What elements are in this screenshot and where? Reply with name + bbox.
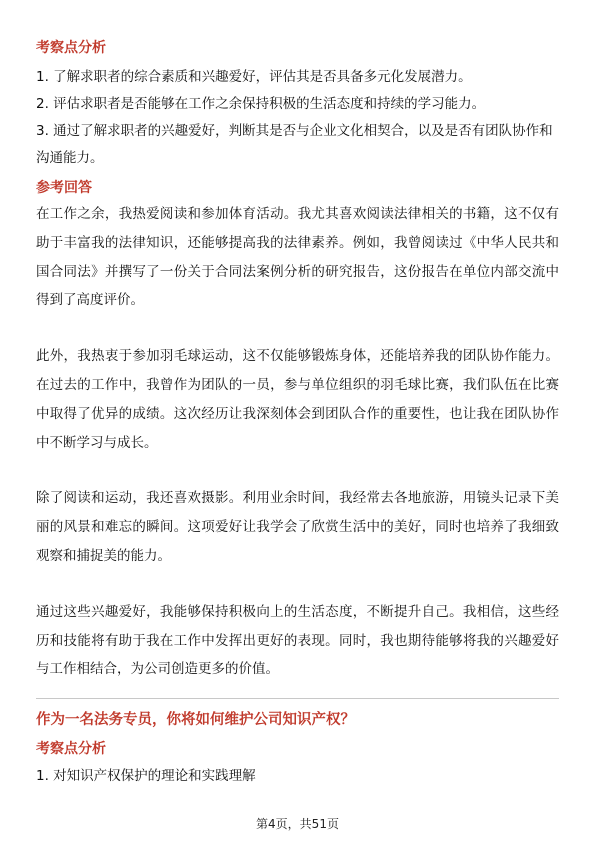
analysis-point: 2. 评估求职者是否能够在工作之余保持积极的生活态度和持续的学习能力。 <box>36 96 486 112</box>
answer-paragraph: 通过这些兴趣爱好，我能够保持积极向上的生活态度，不断提升自己。我相信，这些经历和技能将有助于我在工作中发挥出更好的表现。同时，我也期待能够将我的兴趣爱好与工作相结合，为公司创造更多的价值。 <box>36 603 559 678</box>
answer-paragraph: 在工作之余，我热爱阅读和参加体育活动。我尤其喜欢阅读法律相关的书籍，这不仅有助于丰富我的法律知识，还能够提高我的法律素养。例如，我曾阅读过《中华人民共和国合同法》并撰写了一份关于合同法案例分析的研究报告，这份报告在单位内部交流中得到了高度评价。 <box>36 206 559 309</box>
analysis-point: 1. 对知识产权保护的理论和实践理解 <box>36 768 256 785</box>
answer-paragraph: 此外，我热衷于参加羽毛球运动，这不仅能够锻炼身体，还能培养我的团队协作能力。在过去的工作中，我曾作为团队的一员，参与单位组织的羽毛球比赛，我们队伍在比赛中取得了优异的成绩。这次经历让我深刻体会到团队合作的重要性，也让我在团队协作中不断学习与成长。 <box>36 348 559 451</box>
document-body <box>36 38 559 790</box>
section-divider <box>36 698 559 699</box>
analysis-point: 1. 了解求职者的综合素质和兴趣爱好，评估其是否具备多元化发展潜力。 <box>36 69 472 85</box>
answer-paragraph: 除了阅读和运动，我还喜欢摄影。利用业余时间，我经常去各地旅游，用镜头记录下美丽的风景和难忘的瞬间。这项爱好让我学会了欣赏生活中的美好，同时也培养了我细致观察和捕捉美的能力。 <box>36 490 559 564</box>
page-number: 第4页，共51页 <box>256 817 339 831</box>
question-heading: 作为一名法务专员，你将如何维护公司知识产权？ <box>36 712 355 729</box>
answer-heading: 参考回答 <box>36 180 92 196</box>
analysis-heading: 考察点分析 <box>36 40 106 56</box>
analysis-point: 3. 通过了解求职者的兴趣爱好，判断其是否与企业文化相契合，以及是否有团队协作和沟通能力。 <box>36 123 553 166</box>
analysis-heading: 考察点分析 <box>36 741 106 758</box>
